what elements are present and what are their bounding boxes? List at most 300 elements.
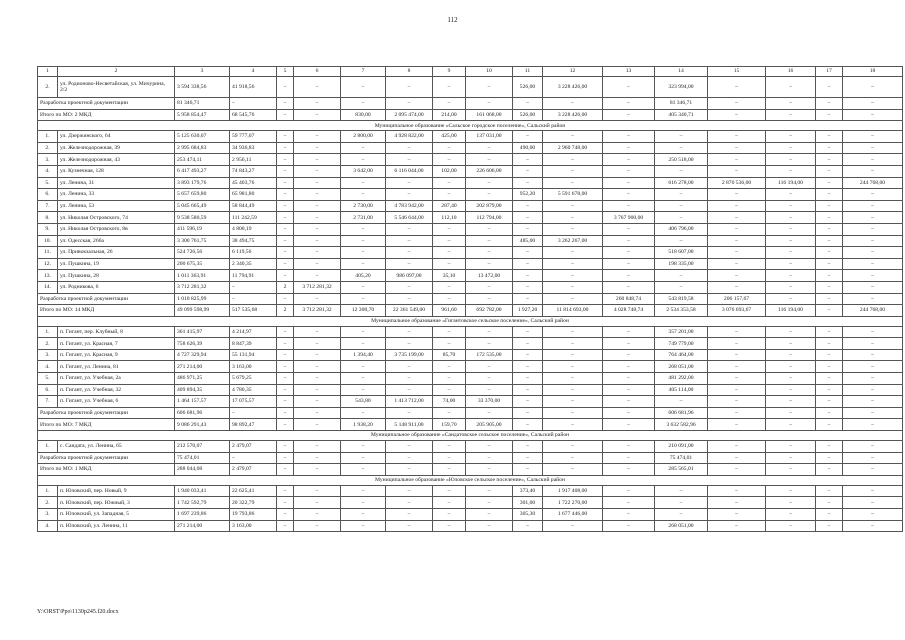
row-number: 6. (38, 384, 58, 396)
table-cell: 616 278,00 (655, 177, 708, 189)
table-cell: – (277, 407, 294, 419)
table-cell: – (843, 396, 903, 408)
table-cell: – (843, 464, 903, 476)
table-cell: – (433, 177, 466, 189)
table-cell: 830,00 (341, 109, 386, 121)
table-cell: 323 994,00 (655, 77, 708, 98)
summary-label: Разработка проектной документации (38, 407, 175, 419)
table-cell: – (513, 373, 543, 385)
table-cell: – (543, 326, 603, 338)
table-cell: – (603, 131, 655, 143)
table-cell: 268 051,00 (655, 520, 708, 532)
table-row (38, 235, 903, 247)
table-cell: – (294, 361, 341, 373)
row-number: 1. (38, 131, 58, 143)
table-row (38, 373, 903, 385)
table-cell: – (766, 189, 816, 201)
table-cell: – (708, 154, 766, 166)
table-cell: – (277, 326, 294, 338)
table-cell: – (294, 452, 341, 464)
table-cell: 526,00 (513, 77, 543, 98)
table-cell: – (603, 77, 655, 98)
table-cell: – (513, 258, 543, 270)
table-cell: – (277, 509, 294, 521)
table-cell: – (766, 223, 816, 235)
table-cell: 543 819,58 (655, 293, 708, 305)
page-number: 112 (447, 16, 458, 24)
table-cell: – (513, 223, 543, 235)
table-cell: 5 045 665,49 (175, 200, 230, 212)
row-number: 10. (38, 235, 58, 247)
table-cell: – (513, 200, 543, 212)
table-cell: – (766, 109, 816, 121)
row-number: 8. (38, 212, 58, 224)
table-cell: – (543, 361, 603, 373)
table-cell: – (766, 142, 816, 154)
table-cell: – (543, 419, 603, 431)
table-cell: 524 726,56 (175, 247, 230, 259)
row-number: 4. (38, 165, 58, 177)
summary-row (38, 305, 903, 317)
table-cell: 244 768,00 (843, 305, 903, 317)
table-row (38, 258, 903, 270)
table-cell: – (277, 485, 294, 497)
table-cell: – (766, 77, 816, 98)
table-cell: 5 657 659,80 (175, 189, 230, 201)
table-cell: – (466, 485, 513, 497)
table-cell: – (655, 131, 708, 143)
table-cell: – (766, 509, 816, 521)
table-cell: – (341, 189, 386, 201)
table-cell: – (294, 131, 341, 143)
table-cell: 112 794,00 (466, 212, 513, 224)
table-cell: – (843, 326, 903, 338)
table-cell: – (466, 441, 513, 453)
table-cell: – (277, 109, 294, 121)
table-row (38, 441, 903, 453)
table-cell: – (294, 293, 341, 305)
table-cell: – (708, 520, 766, 532)
table-cell: – (843, 349, 903, 361)
table-cell: – (603, 349, 655, 361)
table-cell: 2 479,07 (230, 464, 277, 476)
table-cell: – (466, 384, 513, 396)
table-cell: – (816, 109, 843, 121)
table-cell: 6 116 044,00 (386, 165, 433, 177)
table-cell: – (341, 485, 386, 497)
table-cell: – (277, 373, 294, 385)
table-row (38, 396, 903, 408)
table-cell: – (816, 235, 843, 247)
table-cell: – (843, 407, 903, 419)
table-cell: 4 214,97 (230, 326, 277, 338)
table-cell: – (543, 247, 603, 259)
table-cell: – (294, 407, 341, 419)
table-cell: – (603, 281, 655, 293)
table-cell: – (341, 361, 386, 373)
table-cell: – (766, 419, 816, 431)
table-cell: – (843, 223, 903, 235)
column-number: 2 (58, 67, 175, 77)
table-row (38, 497, 903, 509)
table-cell: – (766, 349, 816, 361)
table-cell: – (294, 384, 341, 396)
table-cell: 1 011 363,91 (175, 270, 230, 282)
table-cell: – (277, 212, 294, 224)
row-number: 1. (38, 485, 58, 497)
table-cell: 3 712 281,32 (294, 305, 341, 317)
table-cell: 4 928 822,00 (386, 131, 433, 143)
table-cell: – (816, 281, 843, 293)
table-cell: 1 697 239,86 (175, 509, 230, 521)
table-cell: – (341, 509, 386, 521)
table-cell: 38 494,75 (230, 235, 277, 247)
table-cell: – (843, 338, 903, 350)
address-cell: ул. Ленина, 53 (58, 200, 175, 212)
column-number-header (38, 67, 903, 77)
table-cell: – (603, 223, 655, 235)
table-cell: – (766, 270, 816, 282)
table-cell: 244 768,00 (843, 177, 903, 189)
table-cell: 112,10 (433, 212, 466, 224)
column-number: 16 (766, 67, 816, 77)
municipality-name: Муниципальное образование «Юловское сельское поселение», Сальский район (38, 475, 903, 485)
table-cell: – (294, 212, 341, 224)
table-cell: – (294, 223, 341, 235)
table-cell: – (603, 235, 655, 247)
table-cell: 2 960 748,00 (543, 142, 603, 154)
table-cell: – (386, 373, 433, 385)
table-cell: – (433, 293, 466, 305)
table-cell: – (603, 177, 655, 189)
table-cell: – (433, 154, 466, 166)
table-cell: – (433, 485, 466, 497)
table-cell: – (513, 361, 543, 373)
table-cell: – (513, 407, 543, 419)
table-cell: 5 958 854,47 (175, 109, 230, 121)
table-cell: 285 565,01 (655, 464, 708, 476)
address-cell: п. Юловский, пер. Южный, 3 (58, 497, 175, 509)
column-number: 12 (543, 67, 603, 77)
table-cell: 1 394,40 (341, 349, 386, 361)
table-cell: – (766, 281, 816, 293)
table-cell: – (386, 361, 433, 373)
column-number: 14 (655, 67, 708, 77)
row-number: 7. (38, 200, 58, 212)
table-cell: 20 322,79 (230, 497, 277, 509)
table-cell: 3 893 179,76 (175, 177, 230, 189)
table-cell: – (655, 165, 708, 177)
table-cell: – (386, 497, 433, 509)
table-cell: – (513, 212, 543, 224)
table-row (38, 165, 903, 177)
table-cell: 1 940 033,41 (175, 485, 230, 497)
table-cell: – (843, 98, 903, 110)
table-cell: 1 927,20 (513, 305, 543, 317)
table-cell: – (433, 258, 466, 270)
row-number: 2. (38, 338, 58, 350)
table-cell: – (513, 165, 543, 177)
table-cell: 5 679,25 (230, 373, 277, 385)
row-number: 2. (38, 497, 58, 509)
table-cell: – (816, 326, 843, 338)
table-cell: – (708, 361, 766, 373)
table-cell: – (433, 407, 466, 419)
address-cell: п. Гигант, ул. Учебная, 6 (58, 396, 175, 408)
table-cell: – (433, 142, 466, 154)
table-cell: – (513, 293, 543, 305)
table-cell: 49 099 598,99 (175, 305, 230, 317)
table-row (38, 223, 903, 235)
table-row (38, 77, 903, 98)
table-cell: – (543, 452, 603, 464)
table-cell: 75 474,01 (175, 452, 230, 464)
table-cell: – (655, 396, 708, 408)
table-cell: – (277, 247, 294, 259)
table-cell: 6 119,56 (230, 247, 277, 259)
table-cell: 485,00 (513, 235, 543, 247)
table-cell: 3 712 281,32 (294, 281, 341, 293)
table-cell: 606 681,96 (175, 407, 230, 419)
table-cell: – (433, 520, 466, 532)
table-cell: – (708, 212, 766, 224)
table-cell: 3 076 693,67 (708, 305, 766, 317)
table-cell: – (766, 326, 816, 338)
summary-label: Итого по МО: 2 МКД (38, 109, 175, 121)
table-cell: – (843, 77, 903, 98)
table-cell: – (603, 441, 655, 453)
table-cell: – (466, 98, 513, 110)
table-cell: – (513, 154, 543, 166)
table-cell: – (277, 384, 294, 396)
table-cell: – (708, 497, 766, 509)
table-cell: – (294, 247, 341, 259)
table-cell: – (543, 441, 603, 453)
table-cell: – (513, 131, 543, 143)
table-cell: 226 606,00 (466, 165, 513, 177)
table-cell: – (294, 98, 341, 110)
table-cell: – (708, 419, 766, 431)
table-cell: 758 626,39 (175, 338, 230, 350)
table-cell: 33 370,00 (466, 396, 513, 408)
table-cell: – (341, 98, 386, 110)
table-cell: – (513, 464, 543, 476)
table-cell: 4 028 748,74 (603, 305, 655, 317)
table-cell: 1 413 712,00 (386, 396, 433, 408)
table-cell: – (466, 235, 513, 247)
table-cell: – (294, 419, 341, 431)
table-cell: – (843, 235, 903, 247)
table-cell: – (766, 200, 816, 212)
table-cell: – (603, 338, 655, 350)
summary-row (38, 464, 903, 476)
row-number: 5. (38, 373, 58, 385)
table-cell: – (816, 177, 843, 189)
table-row (38, 520, 903, 532)
table-cell: 111 242,59 (230, 212, 277, 224)
table-cell: – (816, 520, 843, 532)
table-row (38, 177, 903, 189)
row-number: 5. (38, 177, 58, 189)
table-cell: – (294, 77, 341, 98)
table-cell: – (766, 452, 816, 464)
table-cell: – (543, 177, 603, 189)
table-cell: 3 300 761,75 (175, 235, 230, 247)
table-cell: – (655, 281, 708, 293)
table-cell: – (766, 407, 816, 419)
table-cell: 3 632 582,96 (655, 419, 708, 431)
table-cell: 200 675,35 (175, 258, 230, 270)
address-cell: ул. Дзержинского, 64 (58, 131, 175, 143)
table-cell: 764 464,00 (655, 349, 708, 361)
row-number: 3. (38, 509, 58, 521)
table-cell: – (466, 373, 513, 385)
table-cell: – (603, 361, 655, 373)
table-cell: – (513, 326, 543, 338)
table-cell: – (277, 497, 294, 509)
row-number: 12. (38, 258, 58, 270)
table-cell: 1 677 446,00 (543, 509, 603, 521)
table-cell: – (816, 441, 843, 453)
table-cell: – (341, 464, 386, 476)
table-cell: – (341, 281, 386, 293)
table-cell: 2 479,07 (230, 441, 277, 453)
table-cell: – (513, 396, 543, 408)
table-cell: – (341, 142, 386, 154)
table-cell: – (766, 361, 816, 373)
table-cell: – (294, 520, 341, 532)
table-cell: – (603, 258, 655, 270)
table-cell: 411 596,19 (175, 223, 230, 235)
table-cell: – (708, 77, 766, 98)
table-cell: – (543, 293, 603, 305)
table-cell: – (294, 142, 341, 154)
table-cell: 22 625,41 (230, 485, 277, 497)
address-cell: ул. Николая Островского, 8в (58, 223, 175, 235)
municipality-name: Муниципальное образование «Сальское городское поселение», Сальский район (38, 121, 903, 131)
table-cell: – (816, 396, 843, 408)
row-number: 14. (38, 281, 58, 293)
table-cell: – (708, 373, 766, 385)
table-cell: – (386, 247, 433, 259)
table-cell: – (466, 142, 513, 154)
table-cell: – (341, 258, 386, 270)
table-cell: – (433, 497, 466, 509)
summary-row (38, 407, 903, 419)
table-cell: – (766, 165, 816, 177)
table-cell: – (816, 361, 843, 373)
table-cell: – (386, 223, 433, 235)
table-cell: – (655, 509, 708, 521)
table-cell: 490,00 (513, 142, 543, 154)
summary-row (38, 452, 903, 464)
table-cell: – (386, 441, 433, 453)
table-cell: 102,00 (433, 165, 466, 177)
table-cell: – (708, 109, 766, 121)
table-cell: 8 847,39 (230, 338, 277, 350)
table-cell: – (277, 235, 294, 247)
table-cell: 4 780,35 (230, 384, 277, 396)
table-cell: 260 848,74 (603, 293, 655, 305)
table-cell: – (766, 247, 816, 259)
table-cell: 4 783 942,00 (386, 200, 433, 212)
table-cell: – (655, 212, 708, 224)
table-cell: 81 346,71 (175, 98, 230, 110)
table-cell: – (766, 441, 816, 453)
table-cell: – (277, 142, 294, 154)
table-cell: – (277, 338, 294, 350)
table-cell: – (603, 509, 655, 521)
table-cell: – (543, 98, 603, 110)
table-cell: – (230, 452, 277, 464)
table-cell: – (708, 441, 766, 453)
table-cell: – (433, 361, 466, 373)
table-cell: 5 148 911,00 (386, 419, 433, 431)
table-cell: – (277, 154, 294, 166)
table-cell: 22 361 549,00 (386, 305, 433, 317)
table-cell: – (513, 270, 543, 282)
table-cell: – (230, 293, 277, 305)
table-cell: – (655, 270, 708, 282)
table-cell: – (433, 373, 466, 385)
table-cell: 9 086 291,43 (175, 419, 230, 431)
table-cell: – (843, 142, 903, 154)
address-cell: п. Гигант, ул. Учебная, 32 (58, 384, 175, 396)
table-cell: – (341, 452, 386, 464)
column-number: 3 (175, 67, 230, 77)
table-cell: – (513, 281, 543, 293)
table-cell: – (277, 270, 294, 282)
table-cell: – (816, 154, 843, 166)
table-cell: 58 844,49 (230, 200, 277, 212)
table-cell: – (386, 98, 433, 110)
table-cell: – (294, 349, 341, 361)
table-cell: 405 114,00 (655, 384, 708, 396)
table-cell: 271 214,00 (175, 520, 230, 532)
table-cell: – (816, 464, 843, 476)
table-cell: – (513, 349, 543, 361)
table-cell: – (843, 270, 903, 282)
address-cell: п. Гигант, ул. Ленина, 81 (58, 361, 175, 373)
table-cell: 518 607,00 (655, 247, 708, 259)
summary-row (38, 419, 903, 431)
address-cell: п. Гигант, пер. Клубный, 8 (58, 326, 175, 338)
table-cell: 1 917 408,00 (543, 485, 603, 497)
table-cell: 1 938,20 (341, 419, 386, 431)
table-cell: – (277, 464, 294, 476)
table-cell: – (386, 384, 433, 396)
table-cell: – (543, 396, 603, 408)
table-cell: 405 340,71 (655, 109, 708, 121)
table-cell: – (816, 189, 843, 201)
row-number: 7. (38, 396, 58, 408)
table-row (38, 142, 903, 154)
table-cell: – (466, 258, 513, 270)
table-cell: 271 214,00 (175, 361, 230, 373)
table-cell: 34 936,83 (230, 142, 277, 154)
table-cell: – (603, 109, 655, 121)
table-cell: – (466, 77, 513, 98)
table-cell: 287,40 (433, 200, 466, 212)
table-cell: – (655, 200, 708, 212)
table-row (38, 154, 903, 166)
column-number: 11 (513, 67, 543, 77)
table-cell: 3 642,00 (341, 165, 386, 177)
table-cell: – (766, 154, 816, 166)
table-cell: 3 228 426,00 (543, 77, 603, 98)
table-cell: – (277, 165, 294, 177)
table-cell: – (386, 452, 433, 464)
